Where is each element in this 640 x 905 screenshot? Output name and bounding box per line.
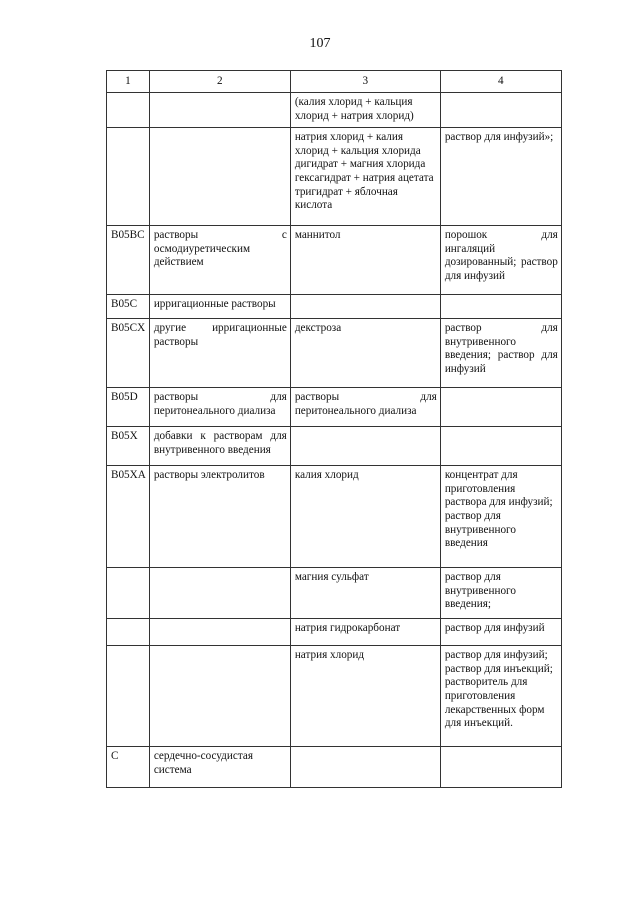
drug-name-cell: маннитол: [290, 226, 440, 295]
dosage-form-cell: [440, 388, 561, 427]
table-row: [107, 747, 562, 788]
group-name-cell: ирригационные растворы: [149, 295, 290, 319]
table-row: [107, 388, 562, 427]
header-cell-1: 1: [107, 71, 150, 93]
atc-code-cell: B05CX: [107, 319, 150, 388]
dosage-form-cell: [440, 295, 561, 319]
dosage-form-cell: порошок для ингаляций дозированный; раствор для инфузий: [440, 226, 561, 295]
page-number: 107: [309, 36, 331, 51]
table-row: [107, 646, 562, 747]
table-row: [107, 93, 562, 128]
group-name-cell: [149, 646, 290, 747]
drug-classification-table: [106, 70, 562, 788]
drug-name-cell: (калия хлорид + кальция хлорид + натрия хлорид): [290, 93, 440, 128]
header-cell-3: 3: [290, 71, 440, 93]
drug-name-cell: натрия хлорид: [290, 646, 440, 747]
group-name-cell: [149, 619, 290, 646]
drug-name-cell: декстроза: [290, 319, 440, 388]
dosage-form-cell: раствор для инфузий»;: [440, 128, 561, 226]
atc-code-cell: B05D: [107, 388, 150, 427]
dosage-form-cell: раствор для инфузий: [440, 619, 561, 646]
drug-name-cell: [290, 295, 440, 319]
atc-code-cell: [107, 128, 150, 226]
dosage-form-cell: концентрат для приготовления раствора для инфузий; раствор для внутривенного введения: [440, 466, 561, 568]
group-name-cell: сердечно-сосудистая система: [149, 747, 290, 788]
table-row: [107, 427, 562, 466]
table-row: [107, 128, 562, 226]
atc-code-cell: [107, 568, 150, 619]
header-cell-4: 4: [440, 71, 561, 93]
atc-code-cell: B05C: [107, 295, 150, 319]
table-row: [107, 619, 562, 646]
atc-code-cell: [107, 646, 150, 747]
group-name-cell: растворы с осмодиуретическим действием: [149, 226, 290, 295]
group-name-cell: другие ирригационные растворы: [149, 319, 290, 388]
dosage-form-cell: [440, 93, 561, 128]
drug-name-cell: натрия хлорид + калия хлорид + кальция хлорида дигидрат + магния хлорида гексагидрат + натрия ацетата тригидрат + яблочная кислота: [290, 128, 440, 226]
drug-name-cell: [290, 427, 440, 466]
atc-code-cell: B05X: [107, 427, 150, 466]
group-name-cell: [149, 128, 290, 226]
table-row: [107, 466, 562, 568]
table-row: [107, 295, 562, 319]
drug-name-cell: калия хлорид: [290, 466, 440, 568]
table-row: [107, 226, 562, 295]
dosage-form-cell: [440, 427, 561, 466]
group-name-cell: [149, 93, 290, 128]
atc-code-cell: [107, 93, 150, 128]
atc-code-cell: B05BC: [107, 226, 150, 295]
group-name-cell: добавки к растворам для внутривенного введения: [149, 427, 290, 466]
dosage-form-cell: [440, 747, 561, 788]
group-name-cell: [149, 568, 290, 619]
atc-code-cell: [107, 619, 150, 646]
table-row: [107, 319, 562, 388]
table-row: [107, 568, 562, 619]
atc-code-cell: B05XA: [107, 466, 150, 568]
dosage-form-cell: раствор для внутривенного введения; раствор для инфузий: [440, 319, 561, 388]
drug-name-cell: магния сульфат: [290, 568, 440, 619]
dosage-form-cell: раствор для внутривенного введения;: [440, 568, 561, 619]
drug-name-cell: [290, 747, 440, 788]
dosage-form-cell: раствор для инфузий; раствор для инъекций; растворитель для приготовления лекарственных форм для инъекций.: [440, 646, 561, 747]
table-header-row: [107, 71, 562, 93]
group-name-cell: растворы электролитов: [149, 466, 290, 568]
atc-code-cell: C: [107, 747, 150, 788]
group-name-cell: растворы для перитонеального диализа: [149, 388, 290, 427]
drug-name-cell: растворы для перитонеального диализа: [290, 388, 440, 427]
header-cell-2: 2: [149, 71, 290, 93]
drug-name-cell: натрия гидрокарбонат: [290, 619, 440, 646]
